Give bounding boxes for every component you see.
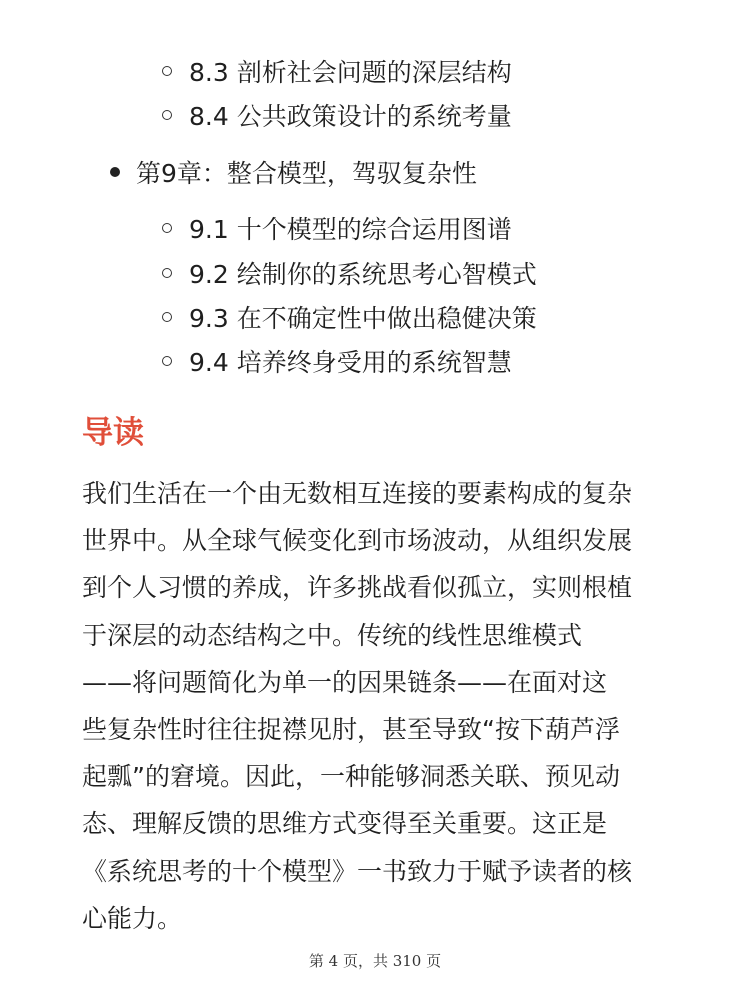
circle-bullet-icon <box>162 268 172 278</box>
intro-paragraph <box>82 470 682 942</box>
toc-chapter-9 <box>110 151 477 193</box>
toc-subitem-label: 9.3 在不确定性中做出稳健决策 <box>189 304 537 333</box>
paragraph-line: 我们生活在一个由无数相互连接的要素构成的复杂 <box>82 479 633 508</box>
toc-subitem-8-3 <box>162 51 512 91</box>
section-heading: 导读 <box>82 415 144 451</box>
toc-subitem-label: 8.3 剖析社会问题的深层结构 <box>189 58 512 87</box>
paragraph-line: 《系统思考的十个模型》一书致力于赋予读者的核 <box>82 856 633 886</box>
toc-chapter-label: 第9章：整合模型，驾驭复杂性 <box>136 159 477 188</box>
toc-subitem-9-1 <box>162 208 512 248</box>
circle-bullet-icon <box>162 223 172 233</box>
disc-bullet-icon <box>110 167 120 177</box>
toc-subitem-label: 9.2 绘制你的系统思考心智模式 <box>189 260 537 289</box>
circle-bullet-icon <box>162 312 172 322</box>
toc-subitem-9-3 <box>162 297 537 337</box>
circle-bullet-icon <box>162 66 172 76</box>
toc-subitem-label: 9.4 培养终身受用的系统智慧 <box>189 348 512 377</box>
circle-bullet-icon <box>162 110 172 120</box>
toc-subitem-label: 9.1 十个模型的综合运用图谱 <box>189 215 512 244</box>
paragraph-line: 些复杂性时往往捉襟见肘，甚至导致“按下葫芦浮 <box>82 714 620 744</box>
paragraph-line: 起瓢”的窘境。因此，一种能够洞悉关联、预见动 <box>82 762 620 792</box>
toc-subitem-label: 8.4 公共政策设计的系统考量 <box>189 102 512 131</box>
paragraph-line: 于深层的动态结构之中。传统的线性思维模式 <box>82 620 583 650</box>
page-number-footer: 第 4 页，共 310 页 <box>308 952 442 970</box>
toc-subitem-9-2 <box>162 253 537 293</box>
paragraph-line: 世界中。从全球气候变化到市场波动，从组织发展 <box>82 526 633 556</box>
paragraph-line: 心能力。 <box>82 903 183 933</box>
paragraph-line: 态、理解反馈的思维方式变得至关重要。这正是 <box>82 809 608 839</box>
paragraph-line: 到个人习惯的养成，许多挑战看似孤立，实则根植 <box>82 573 633 603</box>
circle-bullet-icon <box>162 356 172 366</box>
toc-subitem-9-4 <box>162 341 512 381</box>
toc-subitem-8-4 <box>162 95 512 135</box>
paragraph-line: ——将问题简化为单一的因果链条——在面对这 <box>82 667 608 697</box>
